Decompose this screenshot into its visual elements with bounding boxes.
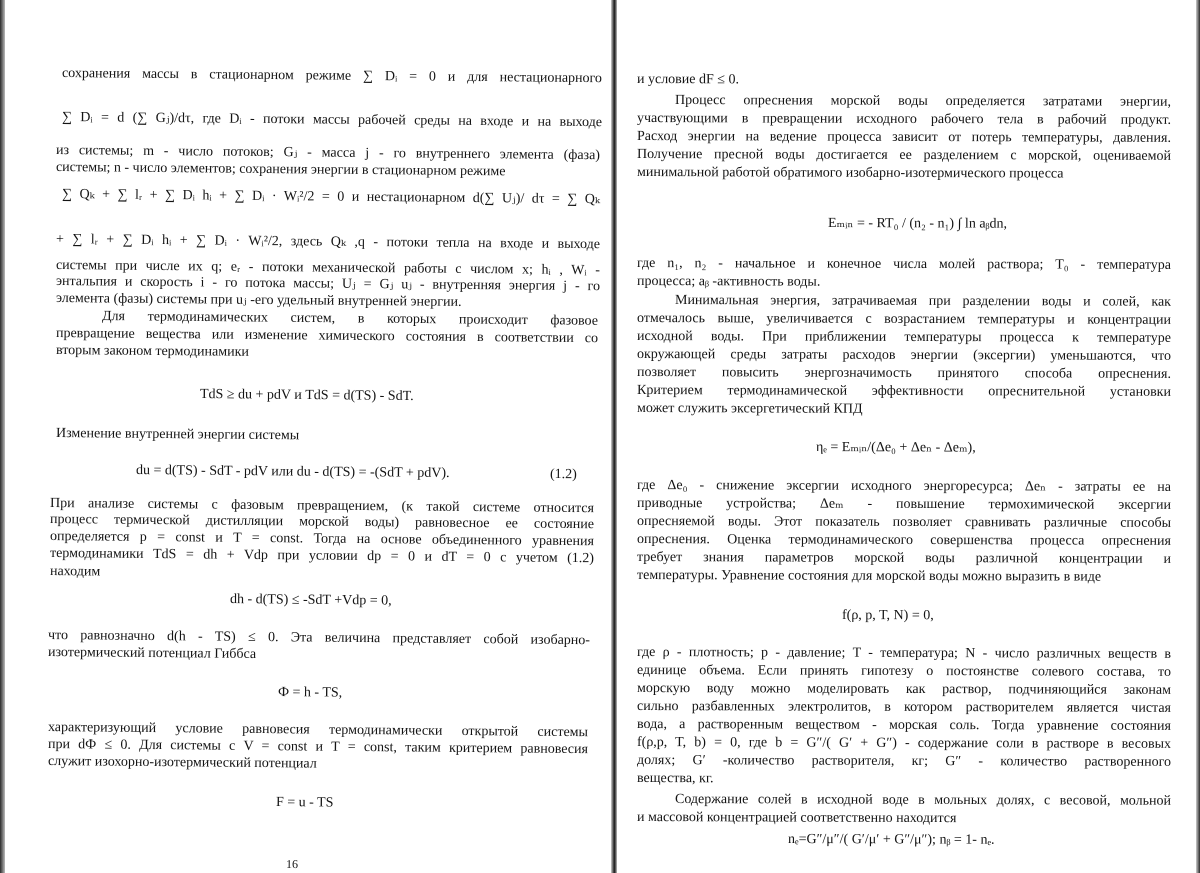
equation-number: (1.2) <box>549 467 577 483</box>
equation: TdS ≥ du + pdV и TdS = d(TS) - SdT. <box>199 387 414 405</box>
text-line: процесса; aᵦ -активность воды. <box>636 274 821 290</box>
text-line: Для термодинамических систем, в которых происходит фазовое <box>101 309 599 329</box>
text-line: служит изохорно-изотермический потенциал <box>47 754 317 772</box>
right-page <box>616 0 1200 873</box>
text-line: Расход энергии на ведение процесса зависит от потерь температуры, давления. <box>636 129 1172 146</box>
text-line: исходной воды. При приближении температуры процесса к температуре <box>636 329 1172 346</box>
equation: F = u - TS <box>275 795 334 811</box>
text-line: отмечалось выше, увеличивается с возрастанием температуры и концентрации <box>636 311 1172 328</box>
text-line: + ∑ lᵣ + ∑ Dᵢ hᵢ + ∑ Dᵢ · Wᵢ²/2, здесь Qₖ ,q - потоки тепла на входе и выходе <box>55 232 601 253</box>
text-line: опреснения. Оценка термодинамического совершенства процесса опреснения <box>636 532 1172 549</box>
text-line: и массовой концентрацией соответственно находится <box>636 810 957 827</box>
text-line: системы; n - число элементов; сохранения энергии в стационарном режиме <box>55 160 506 180</box>
text-line: где n₁, n₂ - начальное и конечное числа молей раствора; T₀ - температура <box>636 256 1172 273</box>
text-line: сохранения массы в стационарном режиме ∑ Dᵢ = 0 и для нестационарного <box>61 66 603 87</box>
equation: du = d(TS) - SdT - pdV или du - d(TS) = -(SdT + pdV). <box>135 463 450 482</box>
equation: f(ρ, p, T, N) = 0, <box>841 608 934 624</box>
text-line: опресняемой воды. Этот показатель позволяет сравнивать различные способы <box>636 514 1172 531</box>
equation: Eₘᵢₙ = - RT₀ / (n₂ - n₁) ∫ ln aᵦdn, <box>827 216 1008 232</box>
text-line: минимальной работой обратимого изобарно-изотермического процесса <box>636 165 1064 182</box>
text-line: характеризующий условие равновесия термодинамически открытой системы <box>47 720 589 741</box>
page-edge-right <box>1196 0 1200 873</box>
text-line: позволяет повысить энергозначимость принятого способа опреснения. <box>636 365 1172 382</box>
equation: ηₑ = Eₘᵢₙ/(Δe₀ + Δeₙ - Δeₘ), <box>815 440 976 456</box>
text-line: где Δe₀ - снижение эксергии исходного энергоресурса; Δeₙ - затраты ее на <box>636 478 1172 495</box>
text-line: Получение пресной воды достигается ее разделением с морской, оцениваемой <box>636 147 1172 164</box>
text-line: находим <box>49 564 101 580</box>
text-line: процесс термической дистилляции морской воды) равновесное ее состояние <box>49 512 595 533</box>
text-line: изотермический потенциал Гиббса <box>47 645 257 662</box>
text-line: Содержание солей в исходной воде в мольных долях, с весовой, мольной <box>674 792 1172 809</box>
text-line: превращение вещества или изменение химического состояния в соответствии со <box>55 326 599 347</box>
equation: Ф = h - TS, <box>277 685 343 701</box>
text-line: требует знания параметров морской воды различной концентрации и <box>636 550 1172 567</box>
page-number: 16 <box>285 857 299 872</box>
text-line: окружающей среды затраты расходов энергии (эксергии) уменьшаются, что <box>636 347 1172 364</box>
text-line: долях; G′ -количество растворителя, кг; G″ - количество растворенного <box>636 753 1172 770</box>
text-line: Критерием термодинамической эффективности опреснительной установки <box>636 383 1172 400</box>
text-line: единице объема. Если принять гипотезу о постоянстве солевого состава, то <box>636 663 1172 680</box>
text-line: Изменение внутренней энергии системы <box>55 426 300 444</box>
text-line: элемента (фазы) системы при uⱼ -его удельный внутренней энергии. <box>55 291 462 310</box>
text-line: сильно разбавленных электролитов, в котором растворителем является чистая <box>636 699 1172 716</box>
text-line: Процесс опреснения морской воды определяется затратами энергии, <box>674 93 1172 110</box>
text-line: При анализе системы с фазовым превращением, (к такой системе относится <box>49 496 595 517</box>
equation: nₑ=G″/μ″/( G′/μ′ + G″/μ″); nᵦ = 1- nₑ. <box>787 832 995 848</box>
text-line: из системы; m - число потоков; Gⱼ - масса j - го внутреннего элемента (фаза) <box>55 143 601 164</box>
text-line: f(ρ,p, T, b) = 0, где b = G″/( G′ + G″) - содержание соли в растворе в весовых <box>636 735 1172 752</box>
text-line: что равнозначно d(h - TS) ≤ 0. Эта величина представляет собой изобарно- <box>47 628 591 649</box>
text-line: энтальпия и скорость i - го потока массы; Uⱼ = Gⱼ uⱼ - внутренняя энергия j - го <box>55 274 601 295</box>
text-line: может служить эксергетический КПД <box>636 401 863 417</box>
text-line: при dФ ≤ 0. Для системы с V = const и T = const, таким критерием равновесия <box>47 737 589 758</box>
text-line: определяется p = const и T = const. Тогда на основе объединенного уравнения <box>49 529 595 550</box>
text-line: и условие dF ≤ 0. <box>636 72 740 88</box>
text-line: системы при числе их q; eᵣ - потоки механической работы с числом x; hᵢ , Wᵢ - <box>55 258 601 279</box>
text-line: ∑ Dᵢ = d (∑ Gⱼ)/dτ, где Dᵢ - потоки массы рабочей среды на входе и на выходе <box>61 110 603 131</box>
text-line: участвующими в превращении исходного рабочего тела в рабочий продукт. <box>636 111 1172 128</box>
text-line: где ρ - плотность; p - давление; T - температура; N - число различных веществ в <box>636 645 1172 662</box>
text-line: морскую воду можно моделировать как раствор, подчиняющийся законам <box>636 681 1172 698</box>
text-line: Минимальная энергия, затрачиваемая при разделении воды и солей, как <box>674 293 1172 310</box>
text-line: вещества, кг. <box>636 771 714 787</box>
text-line: температуры. Уравнение состояния для морской воды можно выразить в виде <box>636 568 1102 585</box>
equation: dh - d(TS) ≤ -SdT +Vdp = 0, <box>229 592 392 609</box>
text-line: ∑ Qₖ + ∑ lᵣ + ∑ Dᵢ hᵢ + ∑ Dᵢ · Wᵢ²/2 = 0 и нестационарном d(∑ Uⱼ)/ dτ = ∑ Qₖ <box>61 187 601 208</box>
text-line: приводные устройства; Δeₘ - повышение термохимической эксергии <box>636 496 1172 513</box>
text-line: термодинамики TdS = dh + Vdp при условии dp = 0 и dT = 0 с учетом (1.2) <box>49 546 595 567</box>
text-line: вторым законом термодинамики <box>55 343 250 360</box>
text-line: вода, а растворенным веществом - морская соль. Тогда уравнение состояния <box>636 717 1172 734</box>
